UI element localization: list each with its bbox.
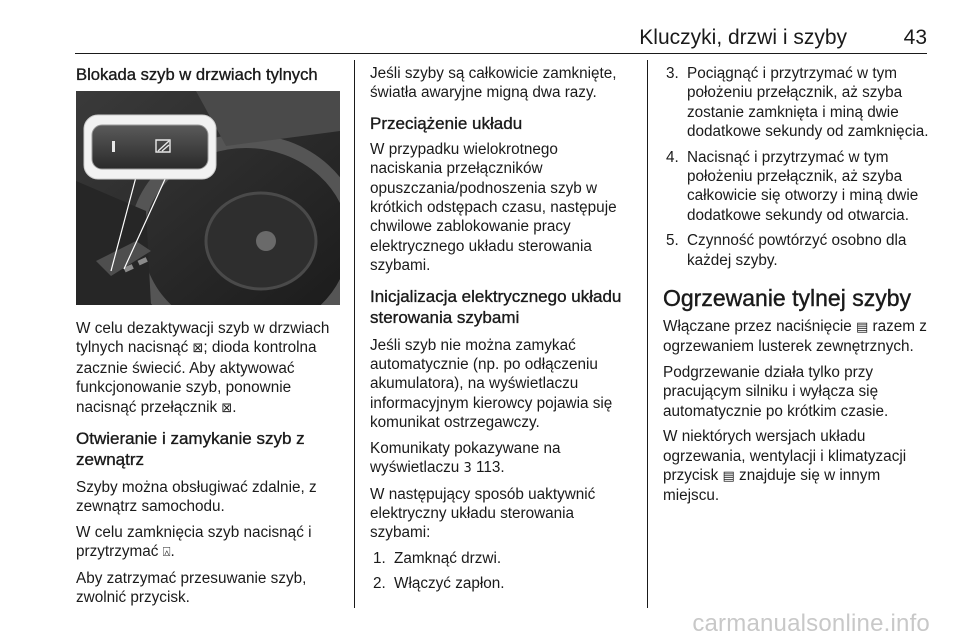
window-lock-icon: ⊠ — [192, 341, 204, 357]
rear-window-heater-icon: ▤ — [856, 320, 869, 336]
chapter-title: Kluczyki, drzwi i szyby — [639, 26, 847, 49]
list-item: 1. Zamknąć drzwi. — [373, 549, 502, 567]
paragraph-init-1: Jeśli szyb nie można zamykać automatycznie (np. po odłączeniu akumulatora), na wyświetlaczu informacyjnym kierowcy pojawia się komunikat ostrzegawczy. — [370, 336, 613, 432]
paragraph-remote-1: Szyby można obsługiwać zdalnie, z zewnątrz samochodu. — [76, 479, 317, 516]
heading-rear-window-heater: Ogrzewanie tylnej szyby — [663, 285, 911, 312]
paragraph-hazard: Jeśli szyby są całkowicie zamknięte, światła awaryjne migną dwa razy. — [370, 65, 617, 102]
window-lock-icon: ⊠ — [221, 400, 233, 416]
paragraph-init-2: Komunikaty pokazywane na wyświetlaczu 3 113. — [370, 439, 561, 477]
heading-rear-window-lock: Blokada szyb w drzwiach tylnych — [76, 65, 318, 84]
heading-overload: Przeciążenie układu — [370, 113, 523, 133]
column-1 — [76, 64, 340, 613]
column-3 — [663, 64, 929, 512]
list-item: 3. Pociągnąć i przytrzymać w tym położeniu przełącznik, aż szyba zostanie zamknięta i miną dwie dodatkowe sekundy od zamknięcia. — [666, 65, 929, 141]
key-lock-icon: ⍓ — [162, 545, 171, 561]
page-number: 43 — [903, 26, 927, 49]
init-steps-list — [370, 549, 634, 594]
heading-remote-windows: Otwieranie i zamykanie szyb z zewnątrz — [76, 429, 305, 470]
paragraph-heater-3: W niektórych wersjach układu ogrzewania, wentylacji i klimatyzacji przycisk ▤ znajduje się w innym miejscu. — [663, 428, 907, 505]
page-reference-icon: 3 — [463, 461, 472, 477]
column-2 — [370, 64, 634, 600]
init-steps-list-continued — [663, 64, 929, 270]
paragraph-remote-3: Aby zatrzymać przesuwanie szyb, zwolnić przycisk. — [76, 569, 307, 607]
paragraph-rear-lock: W celu dezaktywacji szyb w drzwiach tylnych nacisnąć ⊠; dioda kontrolna zacznie świecić. Aby aktywować funkcjonowanie szyb, ponownie nacisnąć przełącznik ⊠. — [76, 320, 330, 416]
paragraph-init-3: W następujący sposób uaktywnić elektryczny układu sterowania szybami: — [370, 485, 596, 542]
column-divider-1 — [354, 60, 355, 608]
page-header — [75, 24, 927, 54]
window-lock-switch-photo — [76, 91, 340, 305]
watermark: carmanualsonline.info — [692, 610, 930, 637]
paragraph-remote-2: W celu zamknięcia szyb nacisnąć i przytrzymać ⍓. — [76, 523, 312, 561]
paragraph-heater-2: Podgrzewanie działa tylko przy pracującym silniku i wyłącza się automatycznie po krótkim czasie. — [663, 363, 889, 420]
column-divider-2 — [647, 60, 648, 608]
heading-initialization: Inicjalizacja elektrycznego układu sterowania szybami — [370, 286, 622, 327]
rear-window-heater-icon: ▤ — [722, 468, 735, 484]
list-item: 2. Włączyć zapłon. — [373, 575, 505, 593]
list-item: 5. Czynność powtórzyć osobno dla każdej szyby. — [666, 232, 907, 269]
list-item: 4. Nacisnąć i przytrzymać w tym położeniu przełącznik, aż szyba całkowicie się otworzy i miną dwie dodatkowe sekundy od otwarcia. — [666, 148, 919, 224]
paragraph-overload: W przypadku wielokrotnego naciskania przełączników opuszczania/podnoszenia szyb w krótkich odstępach czasu, następuje chwilowe zablokowanie pracy elektrycznego układu sterowania szybami. — [370, 140, 617, 275]
paragraph-heater-1: Włączane przez naciśnięcie ▤ razem z ogrzewaniem lusterek zewnętrznych. — [663, 318, 927, 356]
header-rule — [75, 53, 927, 54]
